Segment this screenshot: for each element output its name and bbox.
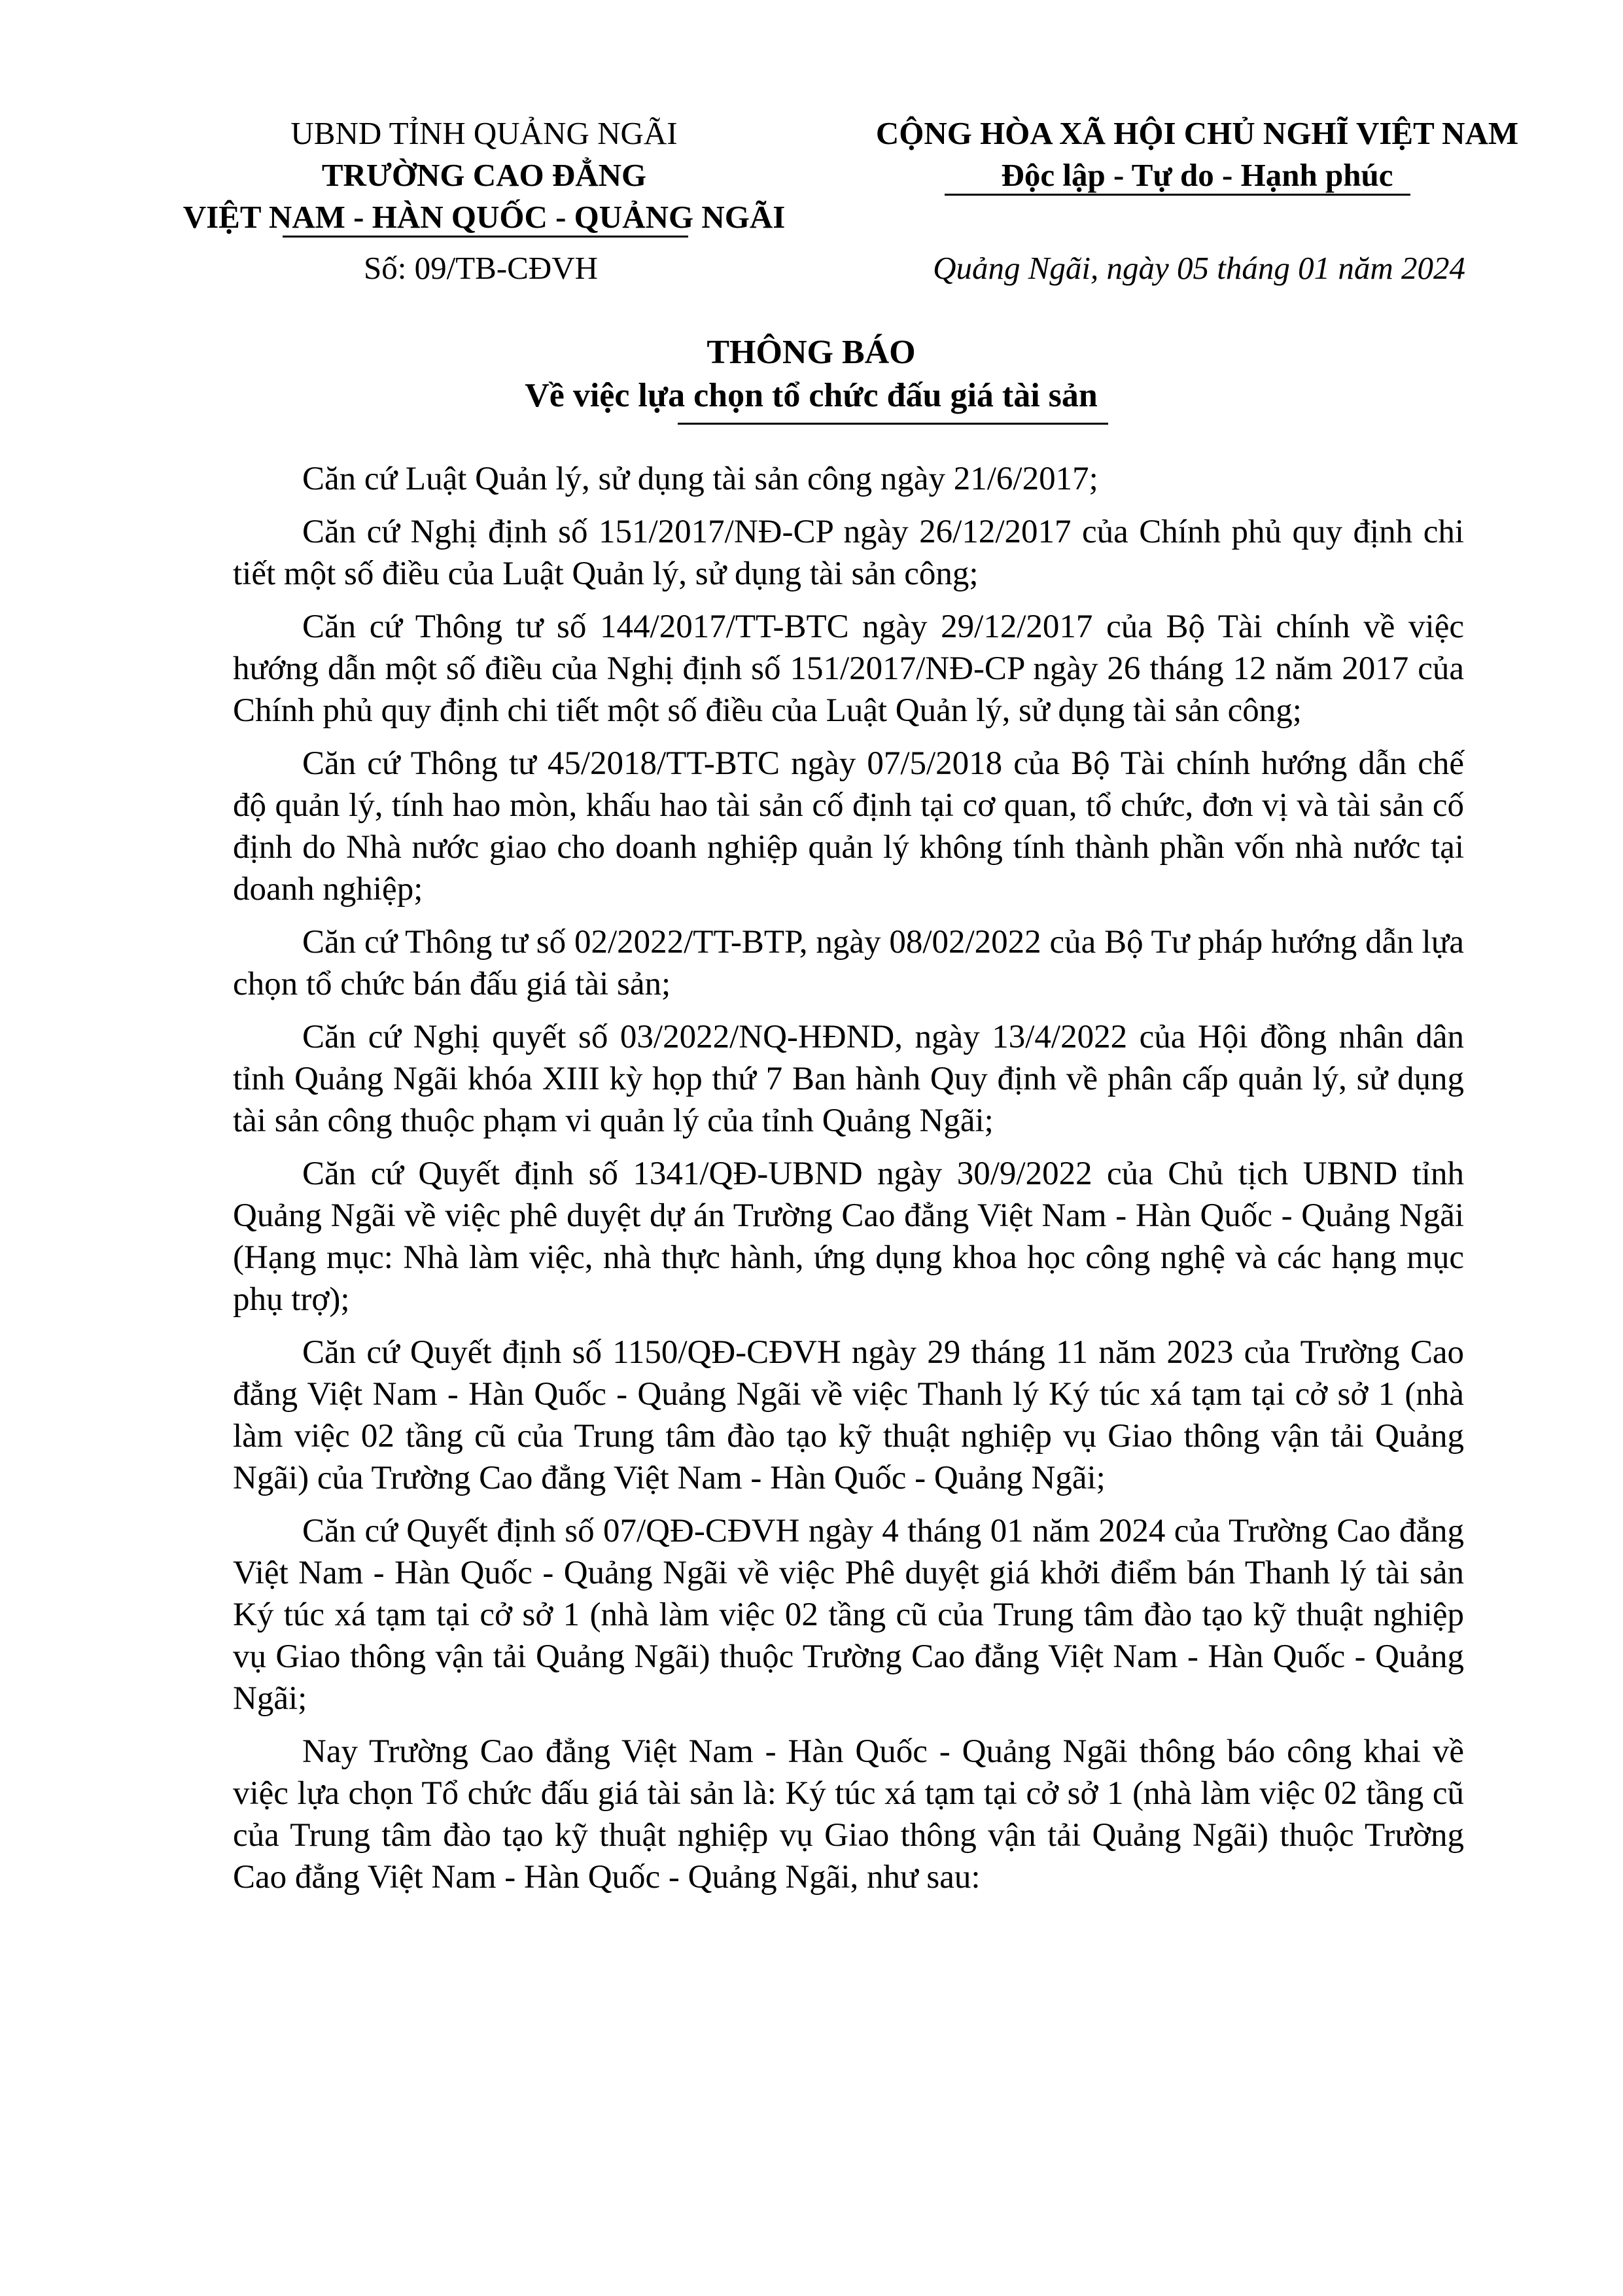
paragraph: Căn cứ Nghị quyết số 03/2022/NQ-HĐND, ngày 13/4/2022 của Hội đồng nhân dân tỉnh Quảng Ngãi khóa XIII kỳ họp thứ 7 Ban hành Quy định về phân cấp quản lý, sử dụng tài sản công thuộc phạm vi quản lý của tỉnh Quảng Ngãi; [233, 1019, 1464, 1139]
paragraph: Căn cứ Thông tư 45/2018/TT-BTC ngày 07/5/2018 của Bộ Tài chính hướng dẫn chế độ quản lý, tính hao mòn, khấu hao tài sản cố định tại cơ quan, tổ chức, đơn vị và tài sản cố định do Nhà nước giao cho doanh nghiệp quản lý không tính thành phần vốn nhà nước tại doanh nghiệp; [233, 745, 1464, 908]
issuing-authority [157, 113, 811, 238]
motto-underline [945, 194, 1410, 196]
paragraph: Căn cứ Quyết định số 07/QĐ-CĐVH ngày 4 tháng 01 năm 2024 của Trường Cao đẳng Việt Nam - Hàn Quốc - Quảng Ngãi về việc Phê duyệt giá khởi điểm bán Thanh lý tài sản Ký túc xá tạm tại cở sở 1 (nhà làm việc 02 tầng cũ của Trung tâm đào tạo kỹ thuật nghiệp vụ Giao thông vận tải Quảng Ngãi) thuộc Trường Cao đẳng Việt Nam - Hàn Quốc - Quảng Ngãi; [233, 1513, 1464, 1717]
document-number: Số: 09/TB-CĐVH [364, 250, 599, 286]
authority-underline [283, 236, 688, 238]
document-body [233, 458, 1464, 1909]
authority-line-3: VIỆT NAM - HÀN QUỐC - QUẢNG NGÃI [183, 199, 786, 235]
title-underline [678, 423, 1108, 425]
paragraph: Căn cứ Quyết định số 1341/QĐ-UBND ngày 30/9/2022 của Chủ tịch UBND tỉnh Quảng Ngãi về việc phê duyệt dự án Trường Cao đẳng Việt Nam - Hàn Quốc - Quảng Ngãi (Hạng mục: Nhà làm việc, nhà thực hành, ứng dụng khoa học công nghệ và các hạng mục phụ trợ); [233, 1156, 1464, 1318]
paragraph: Căn cứ Nghị định số 151/2017/NĐ-CP ngày 26/12/2017 của Chính phủ quy định chi tiết một số điều của Luật Quản lý, sử dụng tài sản công; [233, 514, 1464, 592]
paragraph: Nay Trường Cao đẳng Việt Nam - Hàn Quốc - Quảng Ngãi thông báo công khai về việc lựa chọn Tổ chức đấu giá tài sản là: Ký túc xá tạm tại cở sở 1 (nhà làm việc 02 tầng cũ của Trung tâm đào tạo kỹ thuật nghiệp vụ Giao thông vận tải Quảng Ngãi) thuộc Trường Cao đẳng Việt Nam - Hàn Quốc - Quảng Ngãi, như sau: [233, 1733, 1464, 1896]
motto-line-2: Độc lập - Tự do - Hạnh phúc [1001, 157, 1393, 193]
title-line-2: Về việc lựa chọn tổ chức đấu giá tài sản [525, 377, 1098, 414]
paragraph: Căn cứ Thông tư số 02/2022/TT-BTP, ngày 08/02/2022 của Bộ Tư pháp hướng dẫn lựa chọn tổ chức bán đấu giá tài sản; [233, 924, 1464, 1002]
document-title [157, 331, 1465, 417]
paragraph: Căn cứ Thông tư số 144/2017/TT-BTC ngày 29/12/2017 của Bộ Tài chính về việc hướng dẫn một số điều của Nghị định số 151/2017/NĐ-CP ngày 26 tháng 12 năm 2017 của Chính phủ quy định chi tiết một số điều của Luật Quản lý, sử dụng tài sản công; [233, 609, 1464, 729]
paragraph: Căn cứ Luật Quản lý, sử dụng tài sản công ngày 21/6/2017; [302, 461, 1098, 497]
authority-line-1: UBND TỈNH QUẢNG NGÃI [290, 115, 678, 151]
national-motto [811, 113, 1583, 196]
motto-line-1: CỘNG HÒA XÃ HỘI CHỦ NGHĨ VIỆT NAM [875, 115, 1519, 151]
place-date: Quảng Ngãi, ngày 05 tháng 01 năm 2024 [933, 250, 1465, 286]
authority-line-2: TRƯỜNG CAO ĐẲNG [321, 157, 647, 193]
paragraph: Căn cứ Quyết định số 1150/QĐ-CĐVH ngày 29 tháng 11 năm 2023 của Trường Cao đẳng Việt Nam - Hàn Quốc - Quảng Ngãi về việc Thanh lý Ký túc xá tạm tại cở sở 1 (nhà làm việc 02 tầng cũ của Trung tâm đào tạo kỹ thuật nghiệp vụ Giao thông vận tải Quảng Ngãi) của Trường Cao đẳng Việt Nam - Hàn Quốc - Quảng Ngãi; [233, 1334, 1464, 1496]
title-line-1: THÔNG BÁO [707, 334, 916, 371]
